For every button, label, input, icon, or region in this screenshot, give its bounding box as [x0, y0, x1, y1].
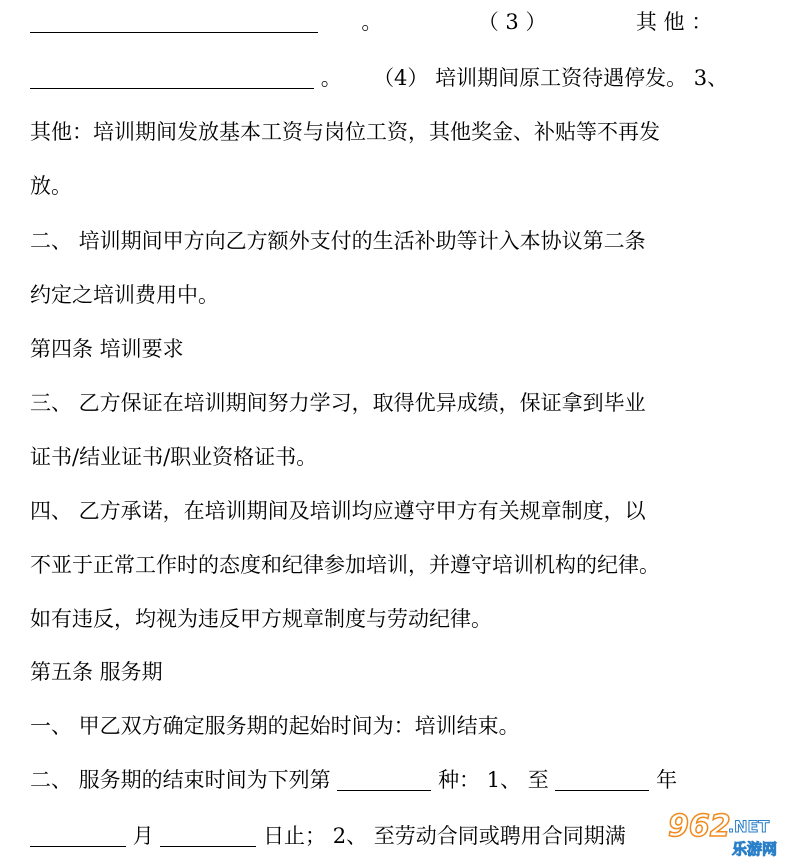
text-line-4: 放。 [30, 174, 72, 198]
watermark-net-text: .NET [728, 817, 770, 836]
fill-blank [555, 768, 649, 791]
fill-blank [30, 66, 314, 89]
text-line-9: 证书/结业证书/职业资格证书。 [30, 445, 318, 469]
fill-blank [30, 10, 318, 33]
text-line-2: 。 （4） 培训期间原工资待遇停发。 3、 [30, 62, 728, 94]
text-line-12: 如有违反，均视为违反甲方规章制度与劳动纪律。 [30, 607, 492, 631]
text-line-11: 不亚于正常工作时的态度和纪律参加培训，并遵守培训机构的纪律。 [30, 553, 660, 577]
text-line-5: 二、 培训期间甲方向乙方额外支付的生活补助等计入本协议第二条 [30, 229, 646, 253]
fill-blank [337, 768, 431, 791]
text-line-10: 四、 乙方承诺，在培训期间及培训均应遵守甲方有关规章制度，以 [30, 499, 646, 523]
text-line-8: 三、 乙方保证在培训期间努力学习，取得优异成绩，保证拿到毕业 [30, 391, 646, 415]
fill-blank [30, 824, 126, 847]
section-heading-5: 第五条 服务期 [30, 660, 163, 684]
text-line-14: 一、 甲乙双方确定服务期的起始时间为：培训结束。 [30, 714, 520, 738]
text-line-3: 其他：培训期间发放基本工资与岗位工资，其他奖金、补贴等不再发 [30, 120, 660, 144]
site-watermark-logo [666, 802, 784, 860]
section-heading-4: 第四条 培训要求 [30, 337, 184, 361]
text-line-15: 二、 服务期的结束时间为下列第 种： 1、 至 年 [30, 768, 678, 792]
watermark-site-name: 乐游网 [732, 840, 778, 858]
fill-blank [160, 824, 256, 847]
watermark-logo-number: 962 [668, 809, 731, 844]
text-line-6: 约定之培训费用中。 [30, 283, 219, 307]
text-line-1: 。 （ 3 ） 其 他 ： [30, 6, 712, 38]
text-line-16: 月 日止； 2、 至劳动合同或聘用合同期满 [30, 820, 626, 852]
